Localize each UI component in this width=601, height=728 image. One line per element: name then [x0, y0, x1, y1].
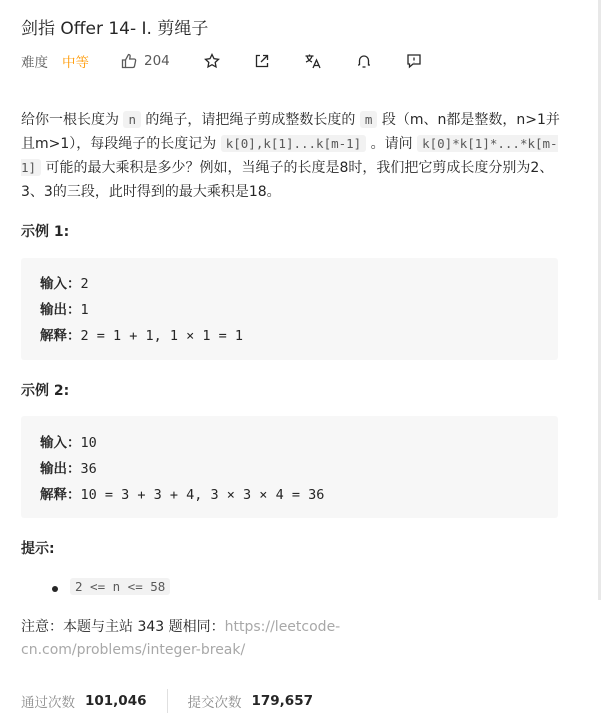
example-1-heading: 示例 1:	[21, 224, 70, 240]
note-text: 注意：本题与主站 343 题相同：https://leetcode-cn.com/problems/integer-break/	[21, 619, 341, 658]
example-1-input: 输入：2	[40, 276, 89, 292]
example-2-heading: 示例 2:	[21, 383, 70, 399]
hint-constraint: 2 <= n <= 58	[70, 578, 170, 595]
passed-label: 通过次数	[21, 695, 75, 711]
inline-code: n	[123, 111, 141, 128]
share-button[interactable]	[254, 53, 270, 69]
inline-code: m	[360, 111, 378, 128]
feedback-button[interactable]	[406, 53, 422, 69]
example-2-input: 输入：10	[40, 435, 97, 451]
like-button[interactable]	[121, 53, 170, 69]
stats-divider	[167, 689, 168, 713]
inline-code: k[0]*k[1]*...*k[m-1]	[21, 136, 558, 175]
bell-icon	[356, 53, 372, 69]
problem-title: 剑指 Offer 14- I. 剪绳子	[21, 19, 209, 39]
star-icon	[204, 53, 220, 69]
hints-heading: 提示:	[21, 541, 55, 557]
difficulty-badge: 中等	[62, 55, 89, 71]
share-icon	[254, 53, 270, 69]
problem-meta-bar	[21, 50, 422, 72]
integer-break-link[interactable]: https://leetcode-cn.com/problems/integer-break/	[21, 619, 341, 658]
thumbs-up-icon	[121, 53, 137, 69]
submitted-label: 提交次数	[187, 695, 242, 711]
translate-button[interactable]	[304, 53, 322, 69]
submitted-count: 179,657	[251, 693, 313, 709]
subscribe-button[interactable]	[356, 53, 372, 69]
translate-icon	[304, 53, 322, 69]
example-1-explain: 解释：2 = 1 + 1, 1 × 1 = 1	[40, 328, 244, 344]
passed-count: 101,046	[85, 693, 147, 709]
example-2-explain: 解释：10 = 3 + 3 + 4, 3 × 3 × 4 = 36	[40, 487, 325, 503]
submission-stats	[21, 690, 313, 712]
like-count: 204	[144, 53, 170, 69]
inline-code: k[0],k[1]...k[m-1]	[221, 135, 366, 152]
example-2-block	[21, 416, 558, 518]
example-1-output: 输出：1	[40, 302, 89, 318]
difficulty-label: 难度	[21, 55, 48, 71]
example-1-block	[21, 258, 558, 360]
list-bullet	[52, 586, 58, 592]
problem-description: 给你一根长度为 n 的绳子，请把绳子剪成整数长度的 m 段（m、n都是整数，n>1并且m>1），每段绳子的长度记为 k[0],k[1]...k[m-1] 。请问 k[0]*k[1]*...*k[m-1] 可能的最大乘积是多少？例如，当绳子的长度是8时，我们把它剪成长度分别为2、3、3的三段，此时得到的最大乘积是18。	[21, 112, 560, 200]
example-2-output: 输出：36	[40, 461, 97, 477]
feedback-icon	[406, 53, 422, 69]
favorite-button[interactable]	[204, 53, 220, 69]
